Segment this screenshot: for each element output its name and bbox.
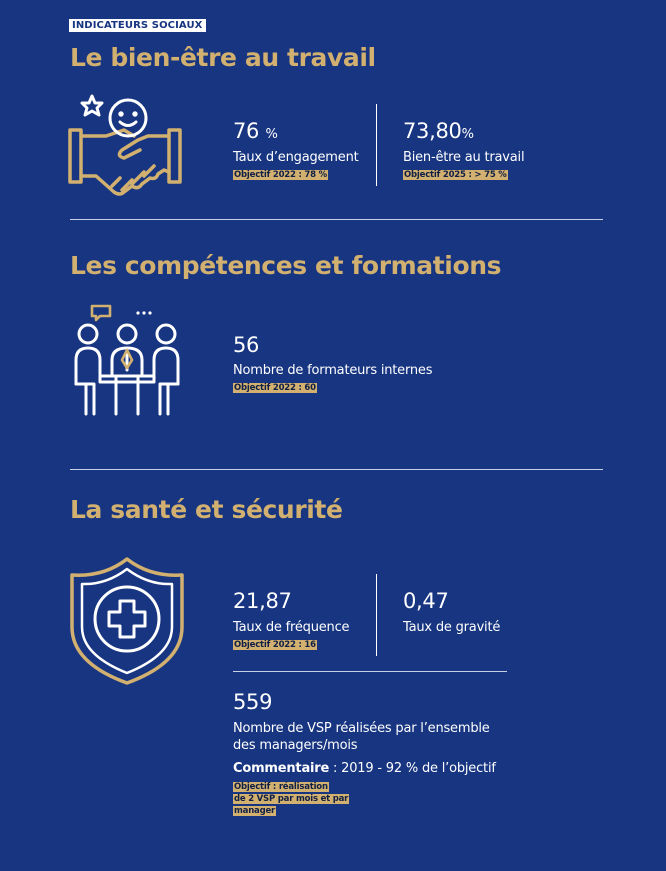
wellbeing-value: 73,80% (403, 119, 474, 143)
frequency-objective: Objectif 2022 : 16 (234, 640, 316, 650)
heading-bien-etre: Le bien-être au travail (70, 43, 376, 72)
severity-label: Taux de gravité (403, 620, 501, 635)
vsp-objective-line3: manager (234, 806, 276, 816)
heading-sante: La santé et sécurité (70, 495, 343, 524)
vsp-value: 559 (233, 690, 273, 714)
severity-value: 0,47 (403, 589, 449, 613)
vsp-comment: Commentaire : 2019 - 92 % de l’objectif (233, 761, 496, 776)
engagement-label: Taux d’engagement (233, 150, 359, 165)
vsp-objective-line1: Objectif : réalisation (234, 782, 328, 792)
vsp-label-line1: Nombre de VSP réalisées par l’ensemble (233, 721, 490, 736)
trainers-objective: Objectif 2022 : 60 (234, 383, 316, 393)
team-meeting-icon (70, 304, 190, 420)
engagement-objective: Objectif 2022 : 78 % (234, 170, 327, 180)
wellbeing-objective: Objectif 2025 : > 75 % (404, 170, 507, 180)
trainers-label: Nombre de formateurs internes (233, 363, 433, 378)
engagement-value: 76 % (233, 119, 278, 143)
heading-competences: Les compétences et formations (70, 251, 502, 280)
trainers-value: 56 (233, 333, 260, 357)
health-shield-icon (68, 555, 188, 687)
section-tag: INDICATEURS SOCIAUX (69, 19, 206, 32)
vsp-label-line2: des managers/mois (233, 738, 358, 753)
wellbeing-label: Bien-être au travail (403, 150, 525, 165)
divider-horizontal (70, 219, 603, 220)
frequency-value: 21,87 (233, 589, 292, 613)
divider-vertical (376, 104, 377, 186)
divider-horizontal (233, 671, 507, 672)
vsp-objective-line2: de 2 VSP par mois et par (234, 794, 349, 804)
divider-vertical (376, 574, 377, 656)
divider-horizontal (70, 469, 603, 470)
frequency-label: Taux de fréquence (233, 620, 350, 635)
handshake-icon (66, 92, 186, 202)
